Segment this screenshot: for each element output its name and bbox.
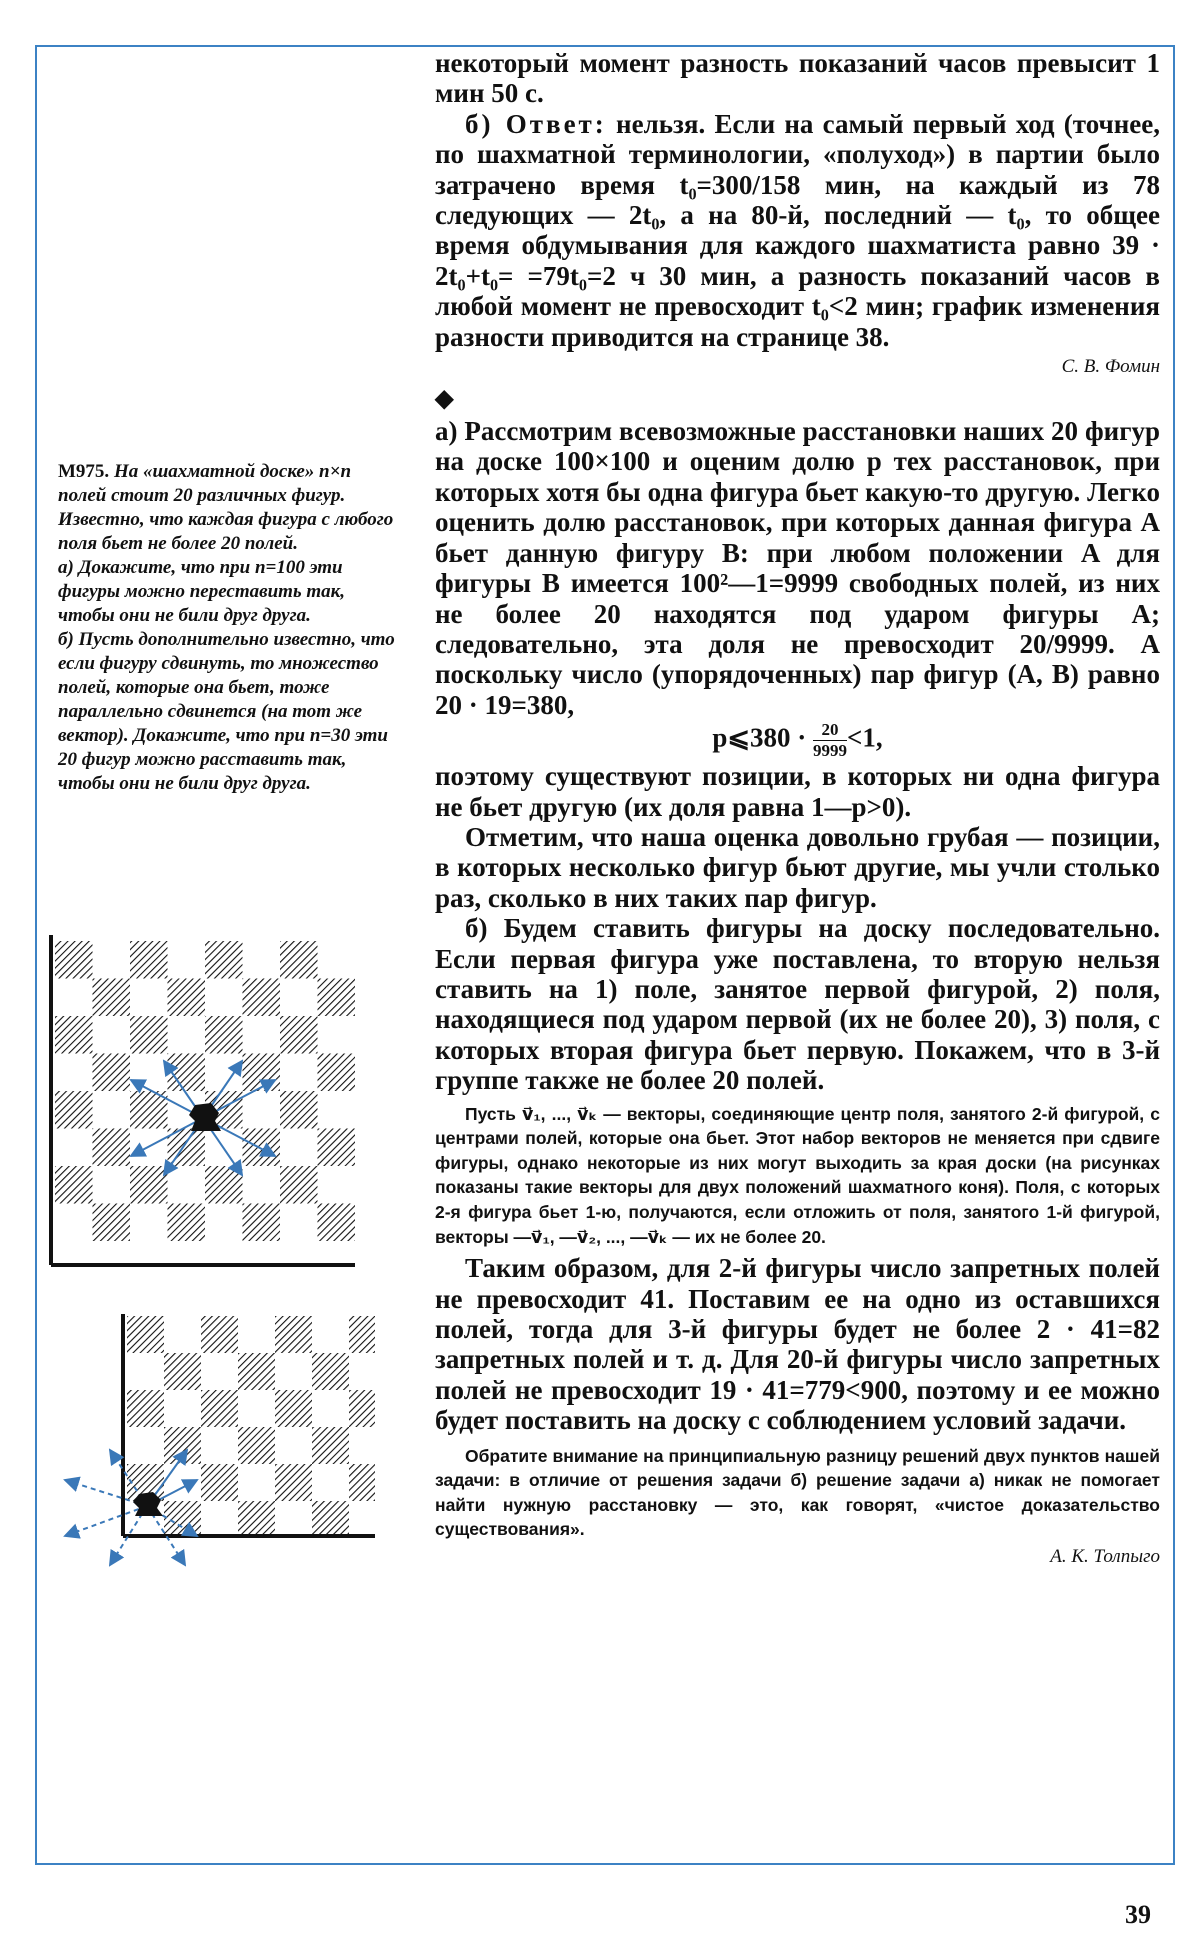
solution-p2: поэтому существуют позиции, в которых ни одна фигура не бьет другую (их доля равна 1—p>0). (435, 761, 1160, 822)
dark-square (201, 1390, 238, 1427)
dark-square (318, 979, 356, 1017)
dark-square (93, 979, 131, 1017)
dark-square (201, 1316, 238, 1353)
problem-intro: На «шахматной доске» n×n полей стоит 20 различных фигур. Известно, что каждая фигура с любого поля бьет не более 20 полей. (58, 461, 394, 554)
problem-statement (58, 460, 398, 796)
prev-solution-lead: некоторый момент разность показаний часов превысит 1 мин 50 с. (435, 48, 1160, 109)
dark-square (238, 1353, 275, 1390)
dark-square (55, 1166, 93, 1204)
dark-square (168, 1204, 206, 1242)
dark-square (349, 1390, 375, 1427)
dark-square (243, 1204, 281, 1242)
dark-square (55, 1016, 93, 1054)
dark-square (127, 1390, 164, 1427)
solution-note1: Пусть v⃗₁, ..., v⃗ₖ — векторы, соединяющие центр поля, занятого 2-й фигурой, с центрами полей, которые она бьет. Этот набор векторов не меняется при сдвиге фигуры, однако некоторые из них могут выходить за края доски (на рисунках показаны такие векторы для двух положений шахматного коня). Поля, с которых 2-я фигура бьет 1-ю, получаются, если отложить от поля, занятого 1-й фигурой, векторы —v⃗₁, —v⃗₂, ..., —v⃗ₖ — их не более 20. (435, 1103, 1160, 1247)
prev-solution-part-b: б) Ответ: нельзя. Если на самый первый ход (точнее, по шахматной терминологии, «полуход») в партии было затрачено время t₀=300/158 мин, на каждый из 78 следующих — 2t₀, а на 80-й, последний — t₀, то общее время обдумывания для каждого шахматиста равно 39 · 2t₀+t₀= =79t₀=2 ч 30 мин, а разность показаний часов в любой момент не превосходит t₀<2 мин; график изменения разности приводится на странице 38. (435, 108, 1161, 352)
main-text (435, 48, 1160, 1572)
dark-square (312, 1353, 349, 1390)
dark-square (243, 1054, 281, 1092)
dark-square (312, 1501, 349, 1538)
solution-author: А. К. Толпыго (1050, 1545, 1160, 1567)
dark-square (312, 1427, 349, 1464)
dark-square (275, 1316, 312, 1353)
dark-square (164, 1501, 201, 1538)
figure-knight-center (45, 935, 365, 1275)
solution-note2: Обратите внимание на принципиальную разницу решений двух пунктов нашей задачи: в отличие от решения задачи б) решение задачи а) никак не помогает найти нужную расстановку — это, как говорят, «чистое доказательство существования». (435, 1445, 1160, 1540)
problem-id: М975. (58, 461, 110, 482)
fraction: $\frac{20}{9999}$ (813, 720, 847, 761)
prev-solution-author: С. В. Фомин (1061, 356, 1160, 378)
dark-square (275, 1390, 312, 1427)
dark-square (93, 1204, 131, 1242)
page-number: 39 (1125, 1900, 1151, 1929)
dark-square (318, 1204, 356, 1242)
solution-formula: p⩽380 · $\frac{20}{9999}$ <1, (712, 720, 883, 761)
problem-part-a: а) Докажите, что при n=100 эти фигуры можно переставить так, чтобы они не били друг друга. (58, 557, 346, 626)
solution-p5: Таким образом, для 2-й фигуры число запретных полей не превосходит 41. Поставим ее на одно из оставшихся полей, тогда для 3-й фигуры будет не более 2 · 41=82 запретных полей и т. д. Для 20-й фигуры число запретных полей не превосходит 19 · 41=779<900, поэтому и ее можно будет поставить на доску с соблюдением условий задачи. (435, 1253, 1160, 1436)
board-squares (55, 941, 355, 1241)
dark-square (55, 941, 93, 979)
dark-square (168, 1054, 206, 1092)
solution-p4: б) Будем ставить фигуры на доску последовательно. Если первая фигура уже поставлена, то вторую нельзя ставить на 1) поле, занятое первой фигурой, 2) поля, находящиеся под ударом первой (их не более 20), 3) поля, с которых вторая фигура бьет первую. Покажем, что в 3-й группе также не более 20 полей. (435, 913, 1160, 1096)
dark-square (168, 979, 206, 1017)
dark-square (349, 1316, 375, 1353)
dark-square (205, 941, 243, 979)
dark-square (130, 1166, 168, 1204)
dark-square (201, 1464, 238, 1501)
figure-knight-corner (55, 1310, 375, 1580)
dark-square (164, 1427, 201, 1464)
solution-p3: Отметим, что наша оценка довольно грубая — позиции, в которых несколько фигур бьют другие, мы учли столько раз, сколько в них таких пар фигур. (435, 821, 1160, 913)
board-squares (127, 1316, 375, 1538)
dark-square (275, 1464, 312, 1501)
dark-square (205, 1016, 243, 1054)
dark-square (318, 1054, 356, 1092)
dark-square (280, 1091, 318, 1129)
dark-square (280, 1016, 318, 1054)
dark-square (205, 1166, 243, 1204)
dark-square (349, 1464, 375, 1501)
dark-square (130, 1016, 168, 1054)
problem-part-b: б) Пусть дополнительно известно, что если фигуру сдвинуть, то множество полей, которые она бьет, тоже параллельно сдвинется (на тот же вектор). Докажите, что при n=30 эти 20 фигур можно расставить так, чтобы они не били друг друга. (58, 629, 395, 794)
solution-p1: а) Рассмотрим всевозможные расстановки наших 20 фигур на доске 100×100 и оценим долю p тех расстановок, при которых хотя бы одна фигура бьет какую-то другую. Легко оценить долю расстановок, при которых данная фигура A бьет данную фигуру B: при любом положении A для фигуры B имеется 100²—1=9999 свободных полей, из них не более 20 находятся под ударом фигуры A; следовательно, эта доля не превосходит 20/9999. А поскольку число (упорядоченных) пар фигур (A, B) равно 20 · 19=380, (435, 416, 1160, 720)
dark-square (318, 1129, 356, 1167)
dark-square (238, 1501, 275, 1538)
dark-square (280, 1166, 318, 1204)
dark-square (243, 1129, 281, 1167)
solution-marker-icon: ◆ (435, 386, 454, 413)
dark-square (55, 1091, 93, 1129)
dark-square (93, 1054, 131, 1092)
dark-square (93, 1129, 131, 1167)
dark-square (280, 941, 318, 979)
dark-square (127, 1316, 164, 1353)
dark-square (238, 1427, 275, 1464)
dark-square (130, 941, 168, 979)
dark-square (164, 1353, 201, 1390)
dark-square (243, 979, 281, 1017)
